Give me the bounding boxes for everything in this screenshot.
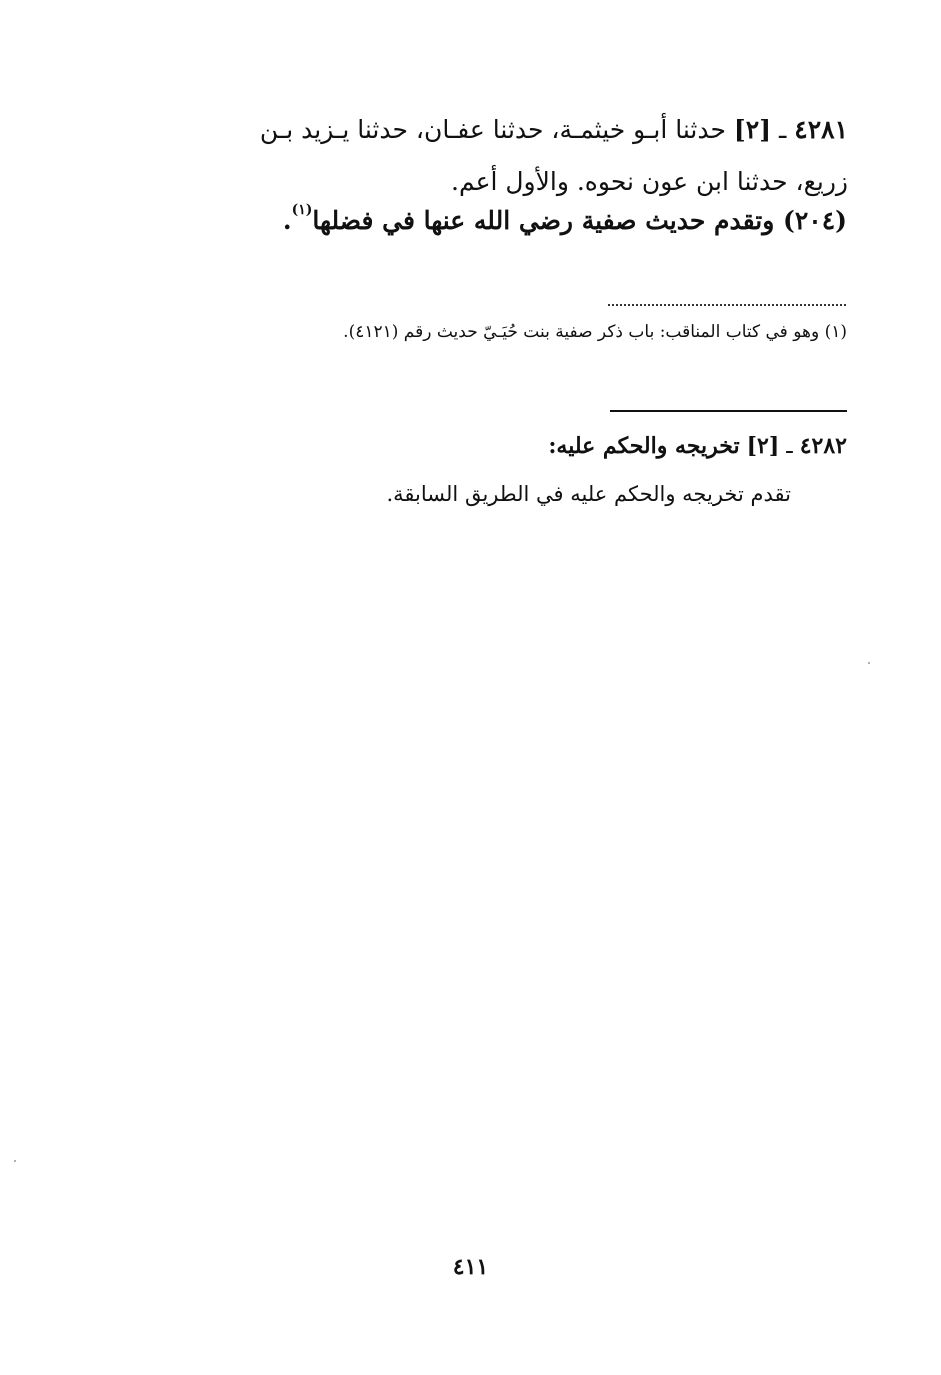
hadith-dash: ـ [779,115,787,144]
footnote-text: وهو في كتاب المناقب: باب ذكر صفية بنت حُيَـيّ حديث رقم (٤١٢١). [343,322,820,342]
hadith-4282-heading [117,433,847,459]
scan-speck [14,1160,16,1162]
hadith-4281-line1 [118,104,848,156]
footnote-reference[interactable]: (١) [291,202,313,218]
footnote-marker: (١) [824,322,847,342]
note-end-punct: . [282,206,292,235]
hadith-grade: [٢] [733,115,772,144]
footnote-separator [608,304,846,306]
hadith-text-line2: زريع، حدثنا ابن عون نحوه. والأول أعم. [451,167,848,196]
note-number: (٢٠٤) [783,206,847,235]
note-204 [117,202,847,235]
hadith-dash: ـ [786,434,793,459]
page-number: ٤١١ [452,1254,489,1280]
hadith-number: ٤٢٨١ [794,115,848,144]
note-text: وتقدم حديث صفية رضي الله عنها في فضلها [312,206,775,235]
hadith-number: ٤٢٨٢ [799,433,847,459]
section-title: تخريجه والحكم عليه: [548,433,740,459]
scan-speck [868,662,870,664]
hadith-4281 [118,104,848,208]
hadith-text-line1: حدثنا أبـو خيثمـة، حدثنا عفـان، حدثنا يـزيد بـن [259,115,726,144]
footnote-1 [117,322,847,342]
section-divider [610,410,847,412]
hadith-grade: [٢] [746,433,780,459]
hadith-4282-body: تقدم تخريجه والحكم عليه في الطريق السابقة. [386,482,791,506]
